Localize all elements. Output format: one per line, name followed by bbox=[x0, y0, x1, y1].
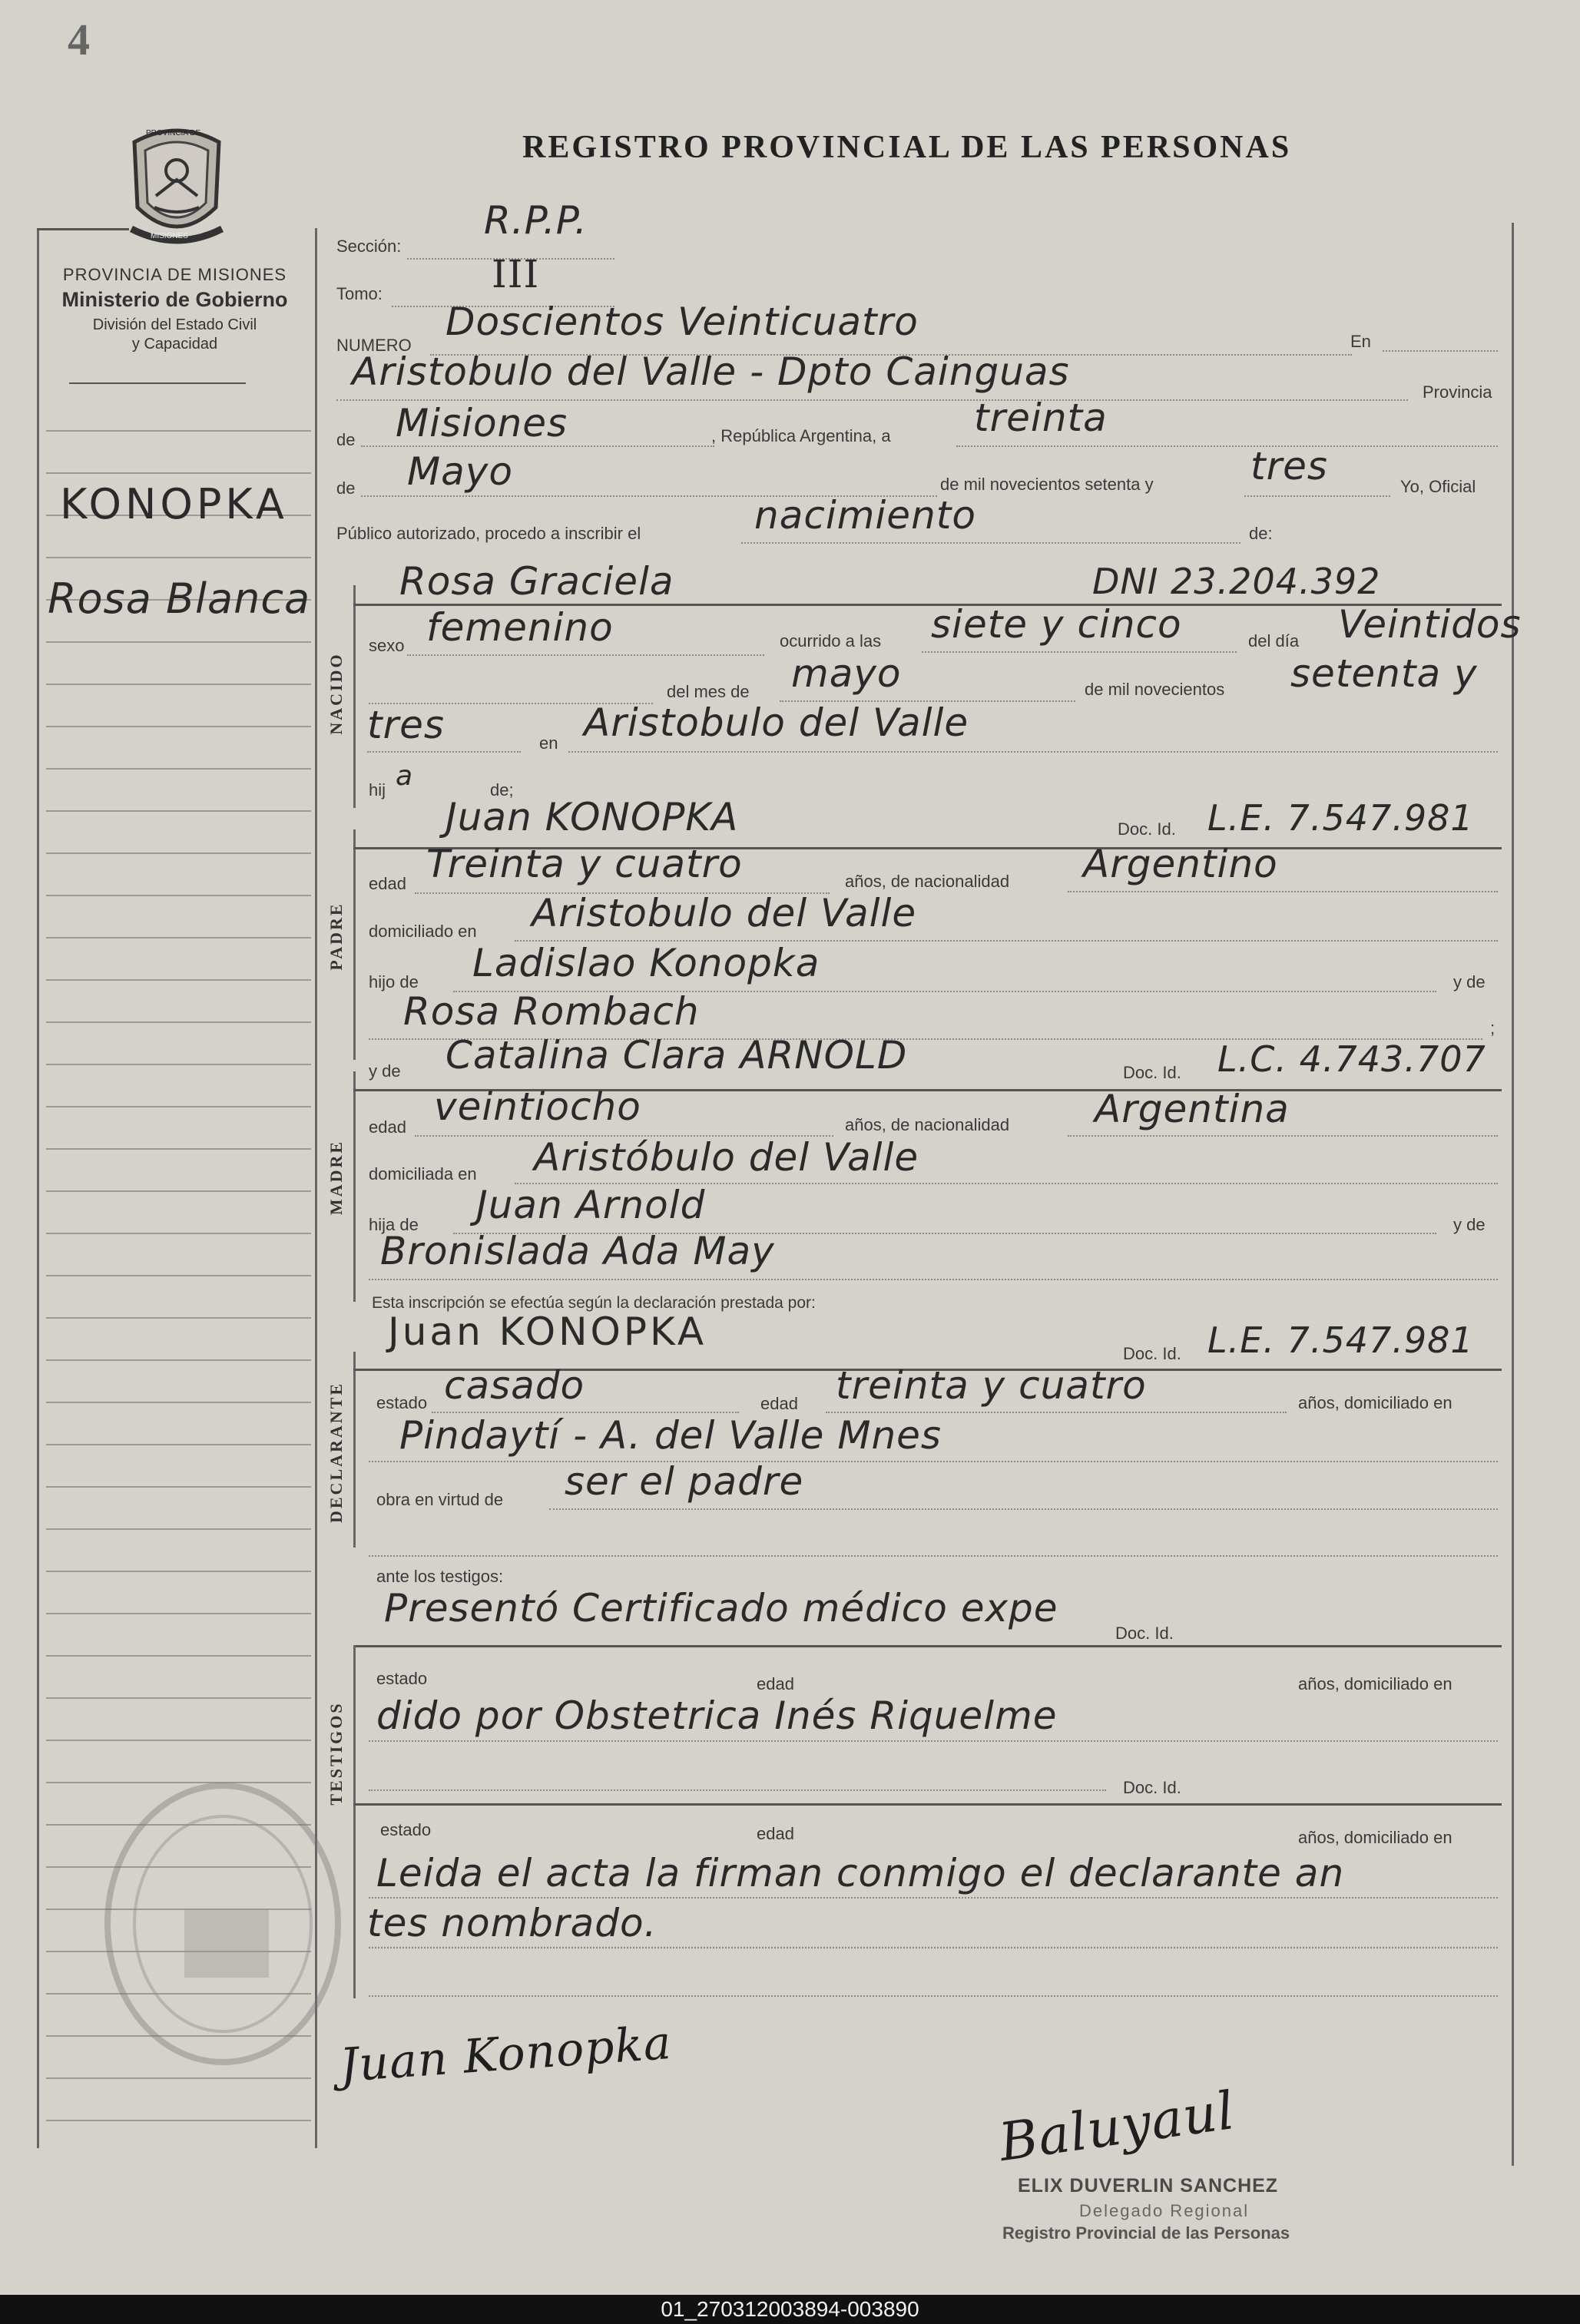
yo-oficial-label: Yo, Oficial bbox=[1400, 477, 1476, 496]
testigos-left-line bbox=[353, 1645, 356, 1998]
de3-label: de: bbox=[1249, 524, 1273, 543]
madre-nac-label: años, de nacionalidad bbox=[845, 1115, 1010, 1134]
mes-value: Mayo bbox=[407, 449, 513, 494]
testigo2-doc-label: Doc. Id. bbox=[1123, 1778, 1181, 1797]
seal-text-top: PROVINCIA DE bbox=[146, 129, 201, 137]
numero-value: Doscientos Veinticuatro bbox=[446, 300, 919, 344]
margin-names: Rosa Blanca bbox=[48, 574, 311, 623]
stamp-role: Delegado Regional bbox=[1079, 2201, 1250, 2220]
testigos-top-line bbox=[353, 1645, 1502, 1647]
provincia-value: Misiones bbox=[396, 401, 568, 445]
madre-edad-label: edad bbox=[369, 1117, 406, 1137]
declarante-left-line bbox=[353, 1352, 356, 1548]
padre-hijo1-value: Ladislao Konopka bbox=[472, 941, 820, 985]
testigo1-doc-label: Doc. Id. bbox=[1115, 1624, 1174, 1643]
coat-of-arms-icon bbox=[119, 123, 234, 250]
decl-obra-value: ser el padre bbox=[565, 1459, 804, 1504]
hij-label: hij bbox=[369, 780, 386, 799]
madre-y-de2-label: y de bbox=[1453, 1215, 1486, 1234]
declarante-value: Juan KONOPKA bbox=[388, 1309, 707, 1354]
publico-label: Público autorizado, procedo a inscribir el bbox=[336, 524, 641, 543]
nacido-side-label: NACIDO bbox=[326, 652, 346, 735]
madre-hija-label: hija de bbox=[369, 1215, 419, 1234]
testigo1-anos-label: años, domiciliado en bbox=[1298, 1674, 1452, 1693]
dia-nac-value: Veintidos bbox=[1338, 602, 1522, 647]
nota4-value: tes nombrado. bbox=[367, 1901, 658, 1945]
republica-label: , República Argentina, a bbox=[711, 426, 891, 445]
madre-y-de-label: y de bbox=[369, 1061, 401, 1081]
division-label: División del Estado Civil bbox=[92, 316, 257, 333]
left-header-underline bbox=[69, 382, 246, 384]
madre-doc-label: Doc. Id. bbox=[1123, 1063, 1181, 1082]
nota3-value: Leida el acta la firman conmigo el declarante an bbox=[376, 1851, 1345, 1895]
hij-suffix: a bbox=[396, 760, 414, 792]
padre-hijo2-value: Rosa Rombach bbox=[403, 989, 700, 1034]
nombre-value: Rosa Graciela bbox=[399, 559, 674, 604]
padre-edad-value: Treinta y cuatro bbox=[426, 842, 743, 886]
anio-value: tres bbox=[1250, 444, 1328, 488]
padre-nac-label: años, de nacionalidad bbox=[845, 872, 1010, 891]
provincia-label: Provincia bbox=[1423, 382, 1492, 402]
de2-label: de bbox=[336, 478, 356, 498]
declarante-doc-label: Doc. Id. bbox=[1123, 1344, 1181, 1363]
madre-side-label: MADRE bbox=[326, 1139, 346, 1216]
nacido-left-line bbox=[353, 585, 356, 808]
sexo-value: femenino bbox=[426, 605, 614, 650]
en2-label: en bbox=[539, 733, 558, 753]
madre-hija2-value: Bronislada Ada May bbox=[380, 1229, 775, 1273]
punto-coma: ; bbox=[1490, 1018, 1496, 1038]
page-title: REGISTRO PROVINCIAL DE LAS PERSONAS bbox=[522, 130, 1292, 165]
madre-value: Catalina Clara ARNOLD bbox=[446, 1033, 908, 1078]
acto-value: nacimiento bbox=[754, 493, 976, 538]
decl-estado-value: casado bbox=[444, 1363, 585, 1408]
padre-nac-value: Argentino bbox=[1083, 842, 1278, 886]
madre-nac-value: Argentina bbox=[1095, 1087, 1290, 1131]
lugar-value: Aristobulo del Valle - Dpto Cainguas bbox=[352, 349, 1070, 394]
madre-doc-value: L.C. 4.743.707 bbox=[1217, 1038, 1486, 1080]
de4-label: de; bbox=[490, 780, 514, 799]
oficial-signature: Baluyaul bbox=[995, 2080, 1239, 2174]
capacity-label: y Capacidad bbox=[131, 336, 218, 353]
decl-obra-label: obra en virtud de bbox=[376, 1490, 504, 1509]
testigo2-anos-label: años, domiciliado en bbox=[1298, 1828, 1452, 1847]
ocurrido-label: ocurrido a las bbox=[780, 631, 882, 651]
official-stamp-icon bbox=[92, 1770, 353, 2077]
de-mil2-label: de mil novecientos bbox=[1085, 680, 1225, 699]
right-border-line bbox=[1512, 223, 1514, 2166]
tomo-label: Tomo: bbox=[336, 284, 383, 303]
padre-side-label: PADRE bbox=[326, 902, 346, 971]
del-dia-label: del día bbox=[1248, 631, 1300, 651]
left-border-line bbox=[37, 228, 39, 2148]
decl-dom-value: Pindaytí - A. del Valle Mnes bbox=[399, 1413, 942, 1458]
decl-edad-value: treinta y cuatro bbox=[836, 1363, 1147, 1408]
ministry-label: Ministerio de Gobierno bbox=[61, 288, 288, 311]
padre-doc-label: Doc. Id. bbox=[1118, 819, 1176, 839]
declarante-signature: Juan Konopka bbox=[338, 2015, 674, 2094]
decl-edad-label: edad bbox=[760, 1394, 798, 1413]
de-label: de bbox=[336, 430, 356, 449]
madre-edad-value: veintiocho bbox=[434, 1084, 641, 1129]
en-label: En bbox=[1350, 332, 1371, 351]
decl-anos-label: años, domiciliado en bbox=[1298, 1393, 1452, 1412]
sexo-label: sexo bbox=[369, 636, 405, 655]
testigos-side-label: TESTIGOS bbox=[326, 1701, 346, 1806]
page-number: 4 bbox=[68, 15, 90, 65]
madre-left-line bbox=[353, 1071, 356, 1302]
inscripcion-label: Esta inscripción se efectúa según la declaración prestada por: bbox=[372, 1294, 816, 1312]
stamp-name: ELIX DUVERLIN SANCHEZ bbox=[1018, 2175, 1279, 2197]
province-label: PROVINCIA DE MISIONES bbox=[62, 265, 287, 284]
padre-hijo-label: hijo de bbox=[369, 972, 419, 992]
testigo2-estado-label: estado bbox=[380, 1820, 432, 1839]
tomo-value: III bbox=[492, 252, 540, 296]
lugar-nac-value: Aristobulo del Valle bbox=[584, 700, 969, 745]
seccion-label: Sección: bbox=[336, 237, 402, 256]
del-mes-label: del mes de bbox=[667, 682, 750, 701]
padre-doc-value: L.E. 7.547.981 bbox=[1207, 797, 1474, 839]
numero-label: NUMERO bbox=[336, 336, 412, 355]
anio-nac2-value: tres bbox=[367, 703, 445, 747]
testigo2-edad-label: edad bbox=[757, 1824, 794, 1843]
seccion-value: R.P.P. bbox=[484, 198, 588, 243]
footer-image-id: 01_270312003894-003890 bbox=[0, 2295, 1580, 2324]
padre-value: Juan KONOPKA bbox=[446, 795, 739, 839]
left-top-line bbox=[37, 228, 129, 230]
padre-y-de-label: y de bbox=[1453, 972, 1486, 992]
declarante-doc-value: L.E. 7.547.981 bbox=[1207, 1319, 1474, 1361]
nota1-value: Presentó Certificado médico expe bbox=[384, 1586, 1058, 1630]
testigo1-estado-label: estado bbox=[376, 1669, 428, 1688]
declarante-side-label: DECLARANTE bbox=[326, 1381, 346, 1523]
padre-left-line bbox=[353, 829, 356, 1060]
madre-dom-value: Aristóbulo del Valle bbox=[534, 1135, 919, 1180]
dia-value: treinta bbox=[974, 396, 1108, 440]
seal-text-bottom: MISIONES bbox=[151, 232, 188, 240]
hora-value: siete y cinco bbox=[931, 602, 1182, 647]
mes-nac-value: mayo bbox=[791, 651, 902, 696]
stamp-registry: Registro Provincial de las Personas bbox=[1002, 2223, 1290, 2243]
anio-nac1-value: setenta y bbox=[1290, 651, 1478, 696]
padre-dom-label: domiciliado en bbox=[369, 922, 477, 941]
decl-estado-label: estado bbox=[376, 1393, 428, 1412]
testigo1-edad-label: edad bbox=[757, 1674, 794, 1693]
nota2-value: dido por Obstetrica Inés Riquelme bbox=[376, 1693, 1058, 1738]
de-mil-label: de mil novecientos setenta y bbox=[940, 475, 1154, 494]
madre-hija1-value: Juan Arnold bbox=[476, 1183, 706, 1227]
padre-edad-label: edad bbox=[369, 874, 406, 893]
testigos-mid-line bbox=[353, 1803, 1502, 1806]
margin-surname: KONOPKA bbox=[60, 480, 288, 528]
left-header bbox=[35, 265, 315, 353]
padre-dom-value: Aristobulo del Valle bbox=[532, 891, 917, 935]
ante-label: ante los testigos: bbox=[376, 1567, 504, 1586]
dni-value: DNI 23.204.392 bbox=[1092, 561, 1381, 602]
madre-dom-label: domiciliada en bbox=[369, 1164, 477, 1184]
